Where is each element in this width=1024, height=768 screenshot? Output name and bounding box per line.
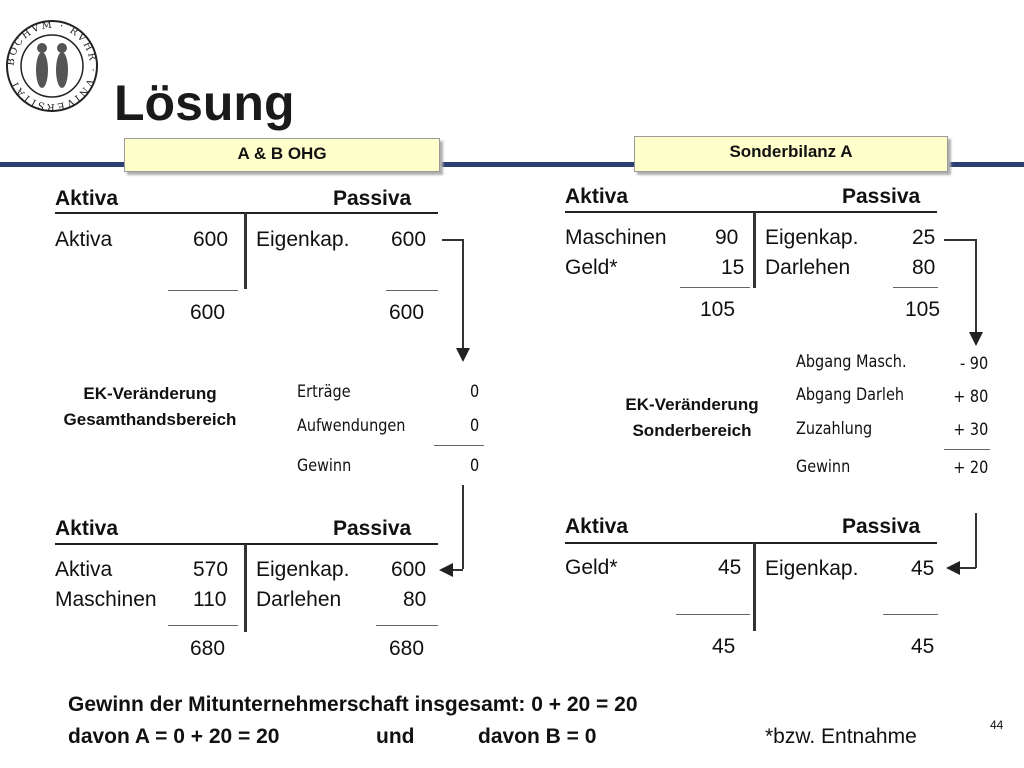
ohg-bottom-left-sum-line — [168, 625, 238, 626]
sonder-bottom-vline — [753, 543, 756, 631]
sonder-ek-result-label: Gewinn — [796, 457, 851, 477]
sonder-top-right-item-name: Eigenkap. — [765, 226, 859, 249]
ohg-top-left-item-value: 600 — [193, 228, 229, 251]
arrow-left-icon — [946, 561, 960, 575]
ohg-ek-row-label: Erträge — [297, 382, 351, 402]
sonder-bottom-hline — [565, 542, 937, 544]
sonder-bottom-aktiva-header: Aktiva — [565, 515, 629, 538]
sonder-connector-h — [944, 239, 976, 241]
ohg-top-vline — [244, 213, 247, 289]
sonder-ek-row-value: + 80 — [952, 387, 988, 407]
ohg-top-passiva-header: Passiva — [333, 187, 412, 210]
ohg-bottom-vline — [244, 544, 247, 632]
sonder-top-left-item-name: Maschinen — [565, 226, 667, 249]
arrow-down-icon — [456, 348, 470, 362]
sonder-top-right-item-value: 25 — [912, 226, 936, 249]
ohg-top-right-total: 600 — [389, 301, 425, 324]
ohg-bottom-right-item-name: Eigenkap. — [256, 558, 350, 581]
sonder-top-left-item-value: 90 — [715, 226, 739, 249]
ohg-ek-row-value: 0 — [470, 416, 480, 436]
page-number: 44 — [990, 718, 1004, 732]
sonder-top-right-sum-line — [893, 287, 938, 288]
sonder-top-aktiva-header: Aktiva — [565, 185, 629, 208]
ohg-bottom-right-item-value: 600 — [391, 558, 427, 581]
ohg-ek-sum-line — [434, 445, 484, 446]
sonder-ek-row-label: Abgang Darleh — [796, 385, 905, 405]
sonder-ek-row-label: Zuzahlung — [796, 419, 873, 439]
sonder-top-left-item-name: Geld* — [565, 256, 618, 279]
sonder-top-hline — [565, 211, 937, 213]
ohg-connector-v — [462, 239, 464, 351]
ohg-bottom-right-total: 680 — [389, 637, 425, 660]
ohg-bottom-right-item-name: Darlehen — [256, 588, 342, 611]
sonder-bottom-passiva-header: Passiva — [842, 515, 921, 538]
ohg-top-right-sum-line — [386, 290, 438, 291]
arrow-left-icon — [439, 563, 453, 577]
sonder-top-vline — [753, 212, 756, 288]
ohg-bottom-aktiva-header: Aktiva — [55, 517, 119, 540]
university-seal-logo — [4, 18, 100, 114]
ohg-bottom-right-sum-line — [376, 625, 438, 626]
sonder-ek-sum-line — [944, 449, 990, 450]
page-title: Lösung — [114, 75, 295, 131]
sonder-ek-row-label: Abgang Masch. — [796, 352, 907, 372]
sonder-top-right-item-value: 80 — [912, 256, 936, 279]
sonder-ek-heading — [572, 392, 812, 444]
ohg-top-left-total: 600 — [190, 301, 226, 324]
summary-line1: Gewinn der Mitunternehmerschaft insgesamt: 0 + 20 = 20 — [68, 693, 638, 716]
sonder-top-left-item-value: 15 — [721, 256, 745, 279]
ohg-ek-heading — [30, 381, 270, 433]
sonder-ek-row-value: + 30 — [952, 420, 988, 440]
ohg-top-right-item-name: Eigenkap. — [256, 228, 350, 251]
ohg-ek-connector-v — [462, 485, 464, 569]
ohg-bottom-left-total: 680 — [190, 637, 226, 660]
summary-und: und — [376, 725, 415, 748]
sonder-top-left-sum-line — [680, 287, 750, 288]
sonder-top-passiva-header: Passiva — [842, 185, 921, 208]
ohg-ek-heading-line2: Gesamthandsbereich — [63, 410, 237, 429]
ohg-top-right-item-value: 600 — [391, 228, 427, 251]
sonder-top-right-total: 105 — [905, 298, 941, 321]
sonder-bottom-right-item-value: 45 — [911, 557, 935, 580]
sonder-top-right-item-name: Darlehen — [765, 256, 851, 279]
ohg-top-aktiva-header: Aktiva — [55, 187, 119, 210]
sonder-ek-result-value: + 20 — [952, 458, 988, 478]
ohg-connector-h — [442, 239, 462, 241]
sonder-ek-connector-v — [975, 513, 977, 568]
ohg-bottom-left-item-value: 570 — [193, 558, 229, 581]
sonder-bottom-left-item-value: 45 — [718, 556, 742, 579]
ohg-top-left-item-name: Aktiva — [55, 228, 113, 251]
ohg-ek-heading-line1: EK-Veränderung — [83, 384, 217, 403]
ohg-bottom-left-item-name: Aktiva — [55, 558, 113, 581]
sonder-top-left-total: 105 — [700, 298, 736, 321]
ohg-bottom-passiva-header: Passiva — [333, 517, 412, 540]
sonder-bottom-right-sum-line — [883, 614, 938, 615]
arrow-down-icon — [969, 332, 983, 346]
sonder-ek-row-value: - 90 — [959, 354, 988, 374]
ohg-ek-result-value: 0 — [470, 456, 480, 476]
sonder-label: Sonderbilanz A — [634, 136, 948, 172]
seal-text: BOCHVM · RVHR · VNIVERSITAT — [5, 19, 99, 113]
sonder-connector-v — [975, 239, 977, 335]
ohg-bottom-left-item-name: Maschinen — [55, 588, 157, 611]
ohg-label: A & B OHG — [124, 138, 440, 172]
ohg-top-left-sum-line — [168, 290, 238, 291]
sonder-bottom-left-item-name: Geld* — [565, 556, 618, 579]
footnote: *bzw. Entnahme — [765, 725, 917, 748]
sonder-ek-heading-line2: Sonderbereich — [632, 421, 752, 440]
ohg-ek-row-label: Aufwendungen — [297, 416, 406, 436]
sonder-ek-heading-line1: EK-Veränderung — [625, 395, 759, 414]
sonder-bottom-left-total: 45 — [712, 635, 736, 658]
sonder-bottom-left-sum-line — [676, 614, 750, 615]
sonder-bottom-right-total: 45 — [911, 635, 935, 658]
summary-share-a: davon A = 0 + 20 = 20 — [68, 725, 280, 748]
ohg-ek-row-value: 0 — [470, 382, 480, 402]
sonder-bottom-right-item-name: Eigenkap. — [765, 557, 859, 580]
ohg-ek-result-label: Gewinn — [297, 456, 352, 476]
sonder-ek-connector-h — [958, 567, 976, 569]
ohg-bottom-right-item-value: 80 — [403, 588, 427, 611]
ohg-bottom-left-item-value: 110 — [193, 588, 227, 611]
summary-share-b: davon B = 0 — [478, 725, 597, 748]
